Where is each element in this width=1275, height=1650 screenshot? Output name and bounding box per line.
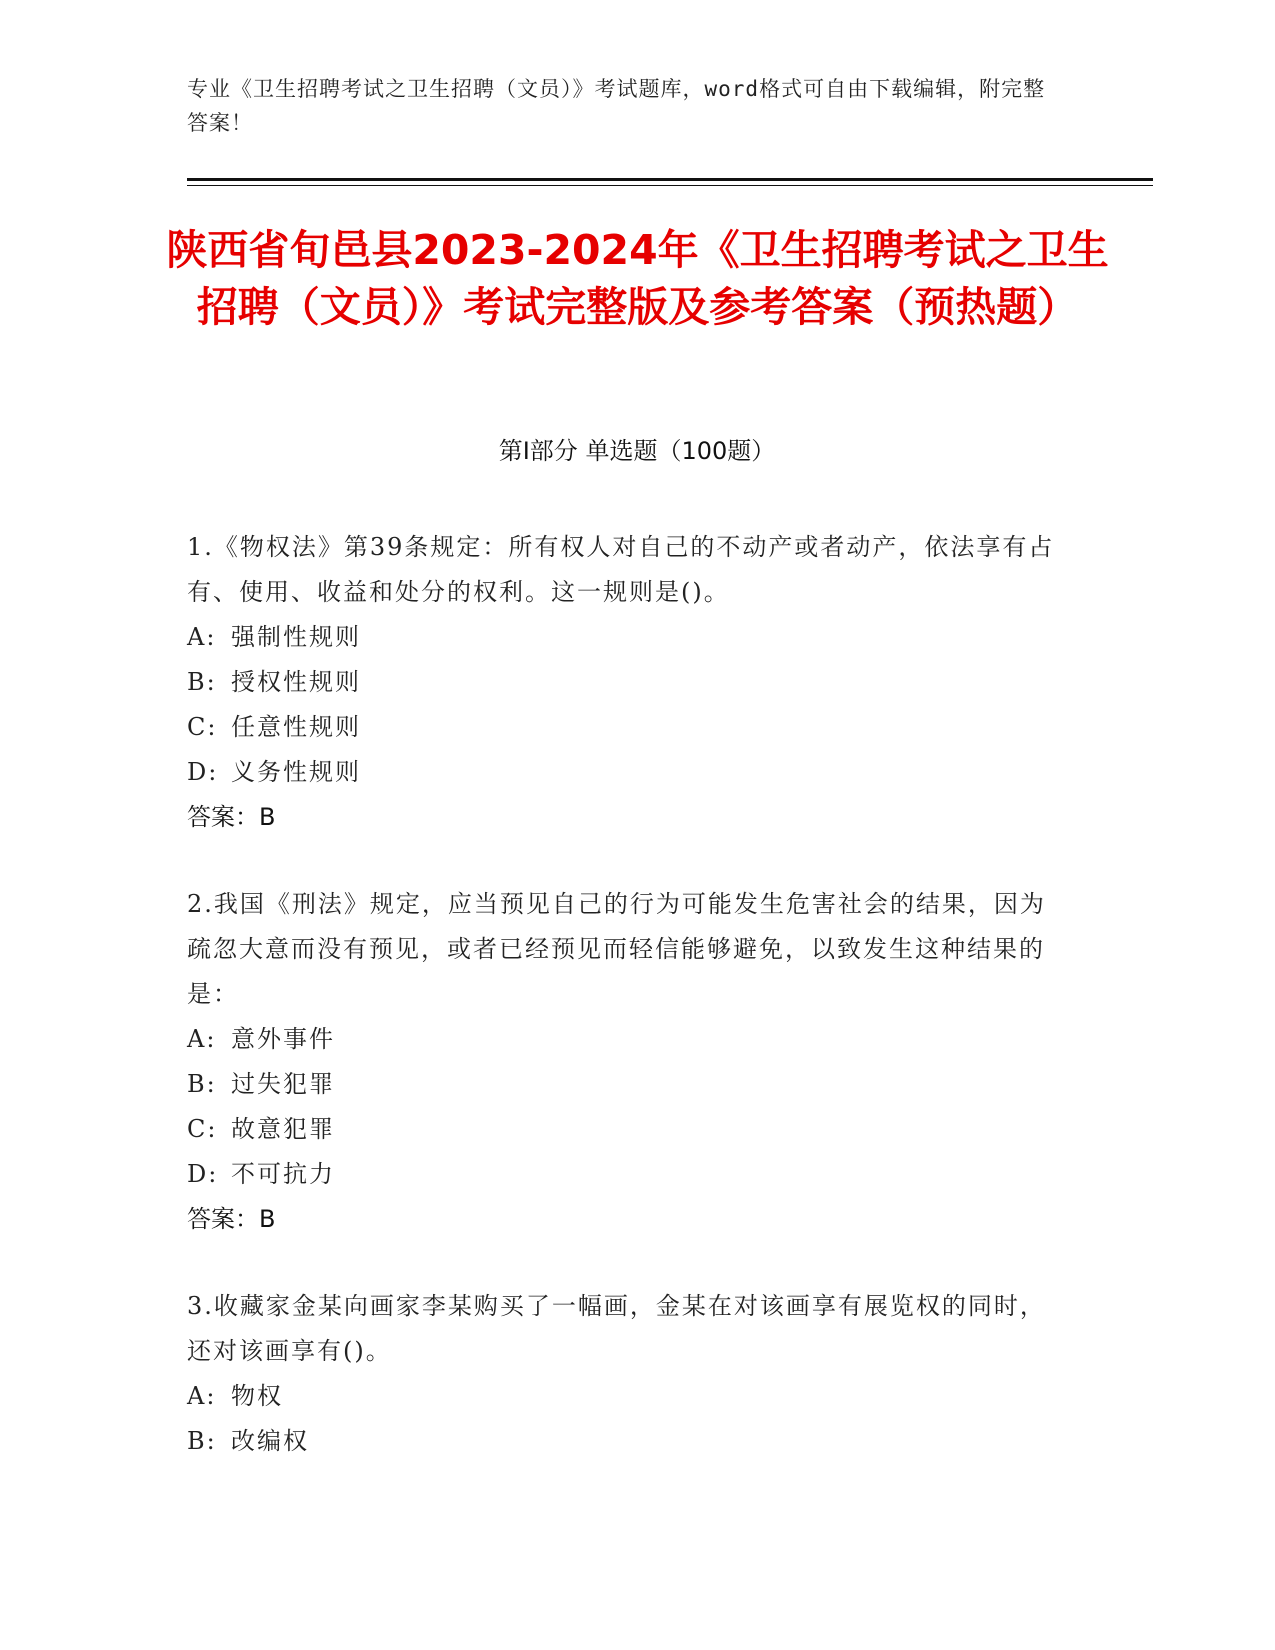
- header-divider-thick: [187, 178, 1153, 181]
- option-b: [187, 660, 1067, 705]
- option-a: [187, 615, 1067, 660]
- answer: 答案：B: [187, 1205, 276, 1233]
- option-text: 授权性规则: [231, 668, 361, 696]
- option-text: 意外事件: [231, 1025, 335, 1053]
- header-note: 专业《卫生招聘考试之卫生招聘（文员）》考试题库，word格式可自由下载编辑，附完整答案！: [187, 77, 1046, 135]
- option-c: [187, 1107, 1067, 1152]
- option-text: 过失犯罪: [231, 1070, 335, 1098]
- header-divider-thin: [187, 185, 1153, 186]
- option-key: C:: [187, 713, 218, 741]
- option-text: 改编权: [231, 1427, 309, 1455]
- option-b: [187, 1062, 1067, 1107]
- option-key: D:: [187, 758, 219, 786]
- question-stem: 1.《物权法》第39条规定：所有权人对自己的不动产或者动产，依法享有占有、使用、收益和处分的权利。这一规则是()。: [187, 533, 1055, 606]
- question-stem: 3.收藏家金某向画家李某购买了一幅画，金某在对该画享有展览权的同时，还对该画享有()。: [187, 1292, 1046, 1365]
- option-key: D:: [187, 1160, 219, 1188]
- option-text: 物权: [231, 1382, 283, 1410]
- option-key: A:: [187, 1382, 217, 1410]
- option-c: [187, 705, 1067, 750]
- option-key: B:: [187, 668, 217, 696]
- question-2: [187, 882, 1067, 1242]
- option-key: A:: [187, 623, 217, 651]
- option-key: C:: [187, 1115, 218, 1143]
- option-list: [187, 615, 1067, 795]
- option-d: [187, 1152, 1067, 1197]
- question-stem: 2.我国《刑法》规定，应当预见自己的行为可能发生危害社会的结果，因为疏忽大意而没有预见，或者已经预见而轻信能够避免，以致发生这种结果的是：: [187, 890, 1046, 1008]
- option-text: 强制性规则: [231, 623, 361, 651]
- option-text: 故意犯罪: [231, 1115, 335, 1143]
- option-a: [187, 1374, 1067, 1419]
- option-b: [187, 1419, 1067, 1464]
- option-text: 不可抗力: [231, 1160, 335, 1188]
- document-title: 陕西省旬邑县2023-2024年《卫生招聘考试之卫生招聘（文员）》考试完整版及参考答案（预热题）: [166, 226, 1109, 331]
- option-text: 义务性规则: [231, 758, 361, 786]
- option-list: [187, 1374, 1067, 1464]
- answer: 答案：B: [187, 803, 276, 831]
- option-key: B:: [187, 1070, 217, 1098]
- section-title: 第Ⅰ部分 单选题（100题）: [498, 437, 776, 465]
- option-list: [187, 1017, 1067, 1197]
- question-list: [187, 525, 1067, 1506]
- option-text: 任意性规则: [231, 713, 361, 741]
- question-1: [187, 525, 1067, 840]
- option-key: A:: [187, 1025, 217, 1053]
- option-a: [187, 1017, 1067, 1062]
- question-3: [187, 1284, 1067, 1464]
- option-d: [187, 750, 1067, 795]
- option-key: B:: [187, 1427, 217, 1455]
